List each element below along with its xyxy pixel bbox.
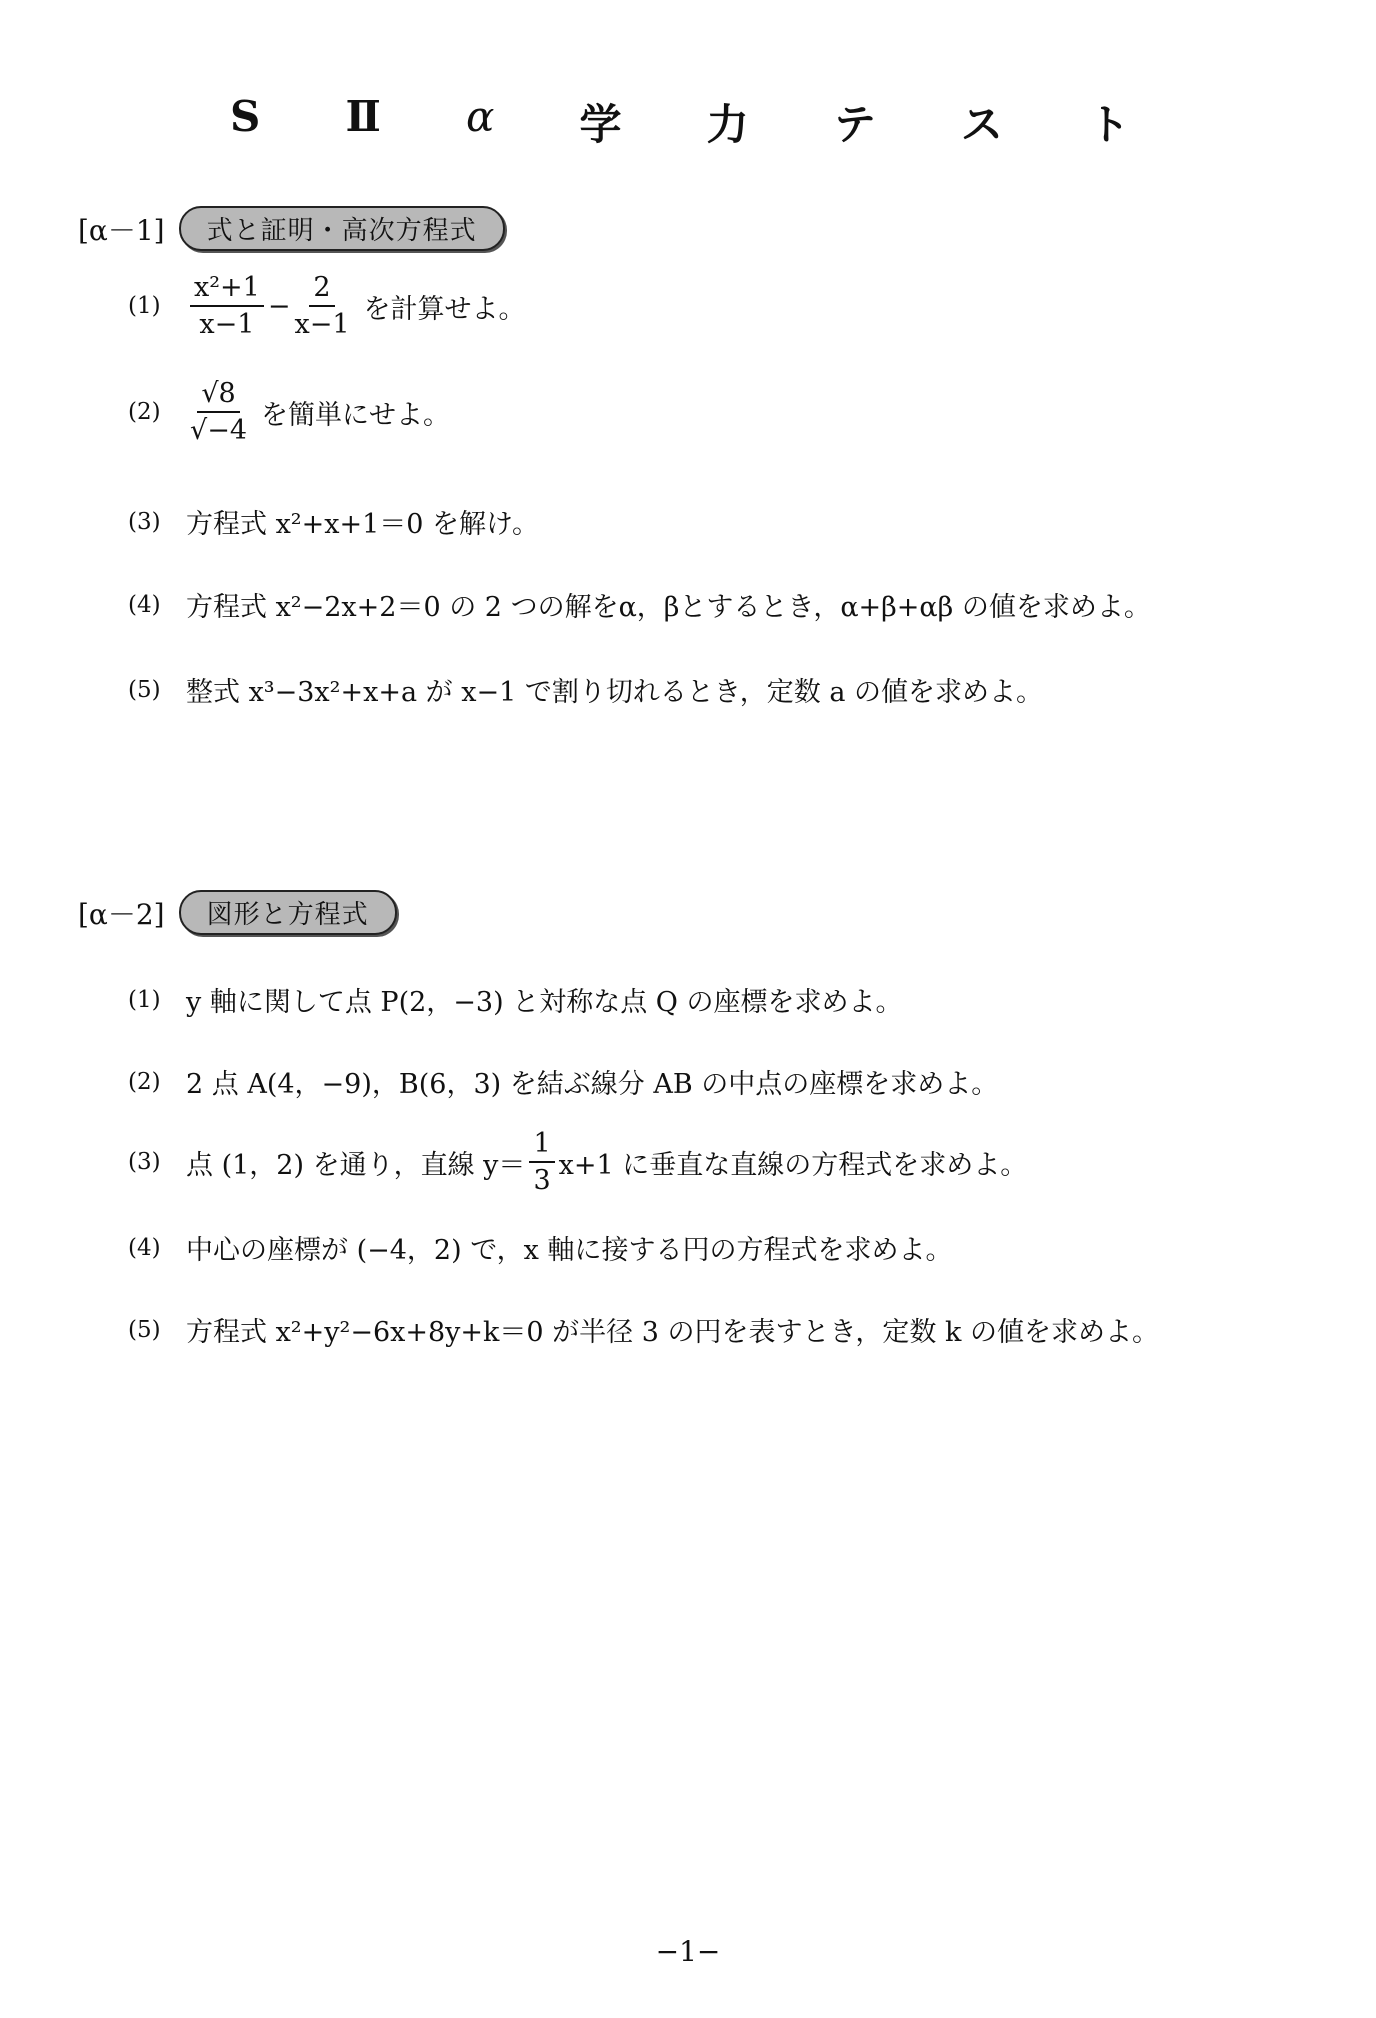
fraction: [190, 272, 264, 340]
problem-text: を簡単にせよ。: [261, 399, 451, 431]
fraction: [529, 1128, 554, 1196]
section-topic-badge: 図形と方程式: [179, 890, 397, 935]
problem: [128, 980, 903, 1019]
problem-number: (1): [128, 986, 161, 1013]
problem: [128, 378, 450, 446]
problem-number: (5): [128, 676, 161, 703]
fraction: [190, 378, 247, 446]
fraction-denominator: x−1: [199, 309, 255, 340]
page-title: [230, 92, 1130, 152]
fraction-denominator: x−1: [294, 309, 350, 340]
page-number: −1−: [655, 1935, 721, 1968]
fraction-numerator: 2: [309, 272, 334, 307]
problem: [128, 502, 539, 541]
fraction-denominator: √−4: [190, 415, 248, 446]
title-char: テ: [833, 100, 876, 149]
problem-text: 方程式 x²−2x+2＝0 の 2 つの解をα，βとするとき，α+β+αβ の値を求めよ。: [186, 592, 1151, 623]
fraction: [294, 272, 349, 340]
section-topic-badge: 式と証明・高次方程式: [179, 206, 505, 251]
fraction-numerator: 1: [529, 1128, 554, 1163]
problem-number: (4): [128, 591, 161, 618]
title-char: S: [230, 92, 261, 141]
problem: [128, 670, 1043, 709]
title-char: 学: [579, 100, 622, 149]
problem-number: (5): [128, 1316, 161, 1343]
operator: −: [267, 290, 291, 322]
title-char: ト: [1087, 100, 1130, 149]
section-heading: [78, 890, 397, 935]
fraction-numerator: √8: [197, 378, 239, 413]
problem-text-prefix: 点 (1，2) を通り，直線 y＝: [186, 1149, 526, 1181]
problem: [128, 585, 1151, 624]
problem-text: y 軸に関して点 P(2，−3) と対称な点 Q の座標を求めよ。: [186, 987, 903, 1018]
problem-number: (2): [128, 1068, 161, 1095]
problem-text: を計算せよ。: [363, 293, 526, 325]
problem: [128, 1062, 998, 1101]
title-char: 力: [706, 100, 749, 149]
problem-text-suffix: x+1 に垂直な直線の方程式を求めよ。: [558, 1149, 1028, 1181]
section-label: [α－2]: [78, 897, 165, 931]
problem-number: (3): [128, 508, 161, 535]
problem-number: (2): [128, 399, 161, 425]
problem-number: (4): [128, 1234, 161, 1261]
problem: [128, 272, 526, 340]
section-heading: [78, 206, 505, 251]
title-char: ス: [960, 100, 1003, 149]
problem-text: 中心の座標が (−4，2) で，x 軸に接する円の方程式を求めよ。: [186, 1235, 953, 1266]
problem-text: 方程式 x²+y²−6x+8y+k＝0 が半径 3 の円を表すとき，定数 k の値を求めよ。: [186, 1317, 1159, 1348]
fraction-numerator: x²+1: [190, 272, 264, 307]
section-label: [α－1]: [78, 213, 165, 247]
problem-text: 2 点 A(4，−9)，B(6，3) を結ぶ線分 AB の中点の座標を求めよ。: [186, 1069, 999, 1100]
problem-number: (1): [128, 293, 161, 319]
problem-text: 整式 x³−3x²+x+a が x−1 で割り切れるとき，定数 a の値を求めよ。: [186, 677, 1044, 708]
title-char: α: [465, 92, 495, 141]
title-char: Ⅱ: [345, 92, 381, 141]
problem: [128, 1128, 1027, 1196]
fraction-denominator: 3: [533, 1165, 551, 1196]
problem-number: (3): [128, 1149, 161, 1175]
problem-text: 方程式 x²+x+1＝0 を解け。: [186, 509, 539, 540]
problem: [128, 1228, 952, 1267]
problem: [128, 1310, 1159, 1349]
